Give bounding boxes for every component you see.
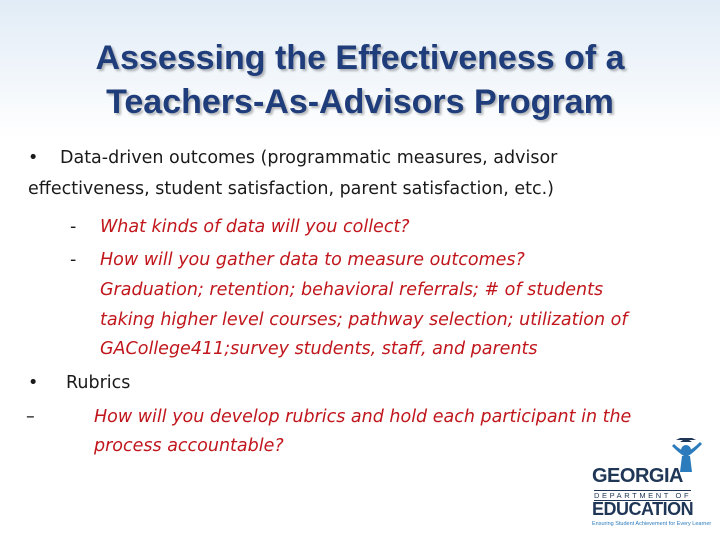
slide-title [0,36,720,124]
logo-georgia-text: GEORGIA [592,465,683,487]
bullet-2-sub-line-1: How will you develop rubrics and hold each participant in the [94,407,632,427]
sub-item-1-dash: - [70,217,77,237]
logo-department-text: DEPARTMENT OF [594,491,692,500]
slide-title-line-2: Teachers-As-Advisors Program [106,83,614,121]
bullet-2-sub-dash: – [26,407,35,427]
sub-item-2-dash: - [70,250,77,270]
bullet-2-sub-line-2: process accountable? [94,436,284,456]
bullet-1-marker: • [28,148,39,168]
bullet-1-line-1: Data-driven outcomes (programmatic measures, advisor [60,148,558,168]
sub-item-2-line-1: How will you gather data to measure outcomes? [100,250,525,270]
logo-tagline: Ensuring Student Achievement for Every Learner [592,521,712,527]
sub-item-1-text: What kinds of data will you collect? [100,217,410,237]
slide-title-line-1: Assessing the Effectiveness of a [95,39,625,77]
sub-item-2-line-3: taking higher level courses; pathway selection; utilization of [100,310,628,330]
sub-item-2-line-2: Graduation; retention; behavioral referrals; # of students [100,280,604,300]
bullet-1-line-2: effectiveness, student satisfaction, parent satisfaction, etc.) [28,179,554,199]
georgia-doe-logo [576,438,716,532]
sub-item-2-line-4: GACollege411;survey students, staff, and parents [100,339,538,359]
bullet-2-marker: • [28,373,39,393]
logo-education-text: EDUCATION [592,499,694,519]
bullet-2-label: Rubrics [66,373,131,393]
